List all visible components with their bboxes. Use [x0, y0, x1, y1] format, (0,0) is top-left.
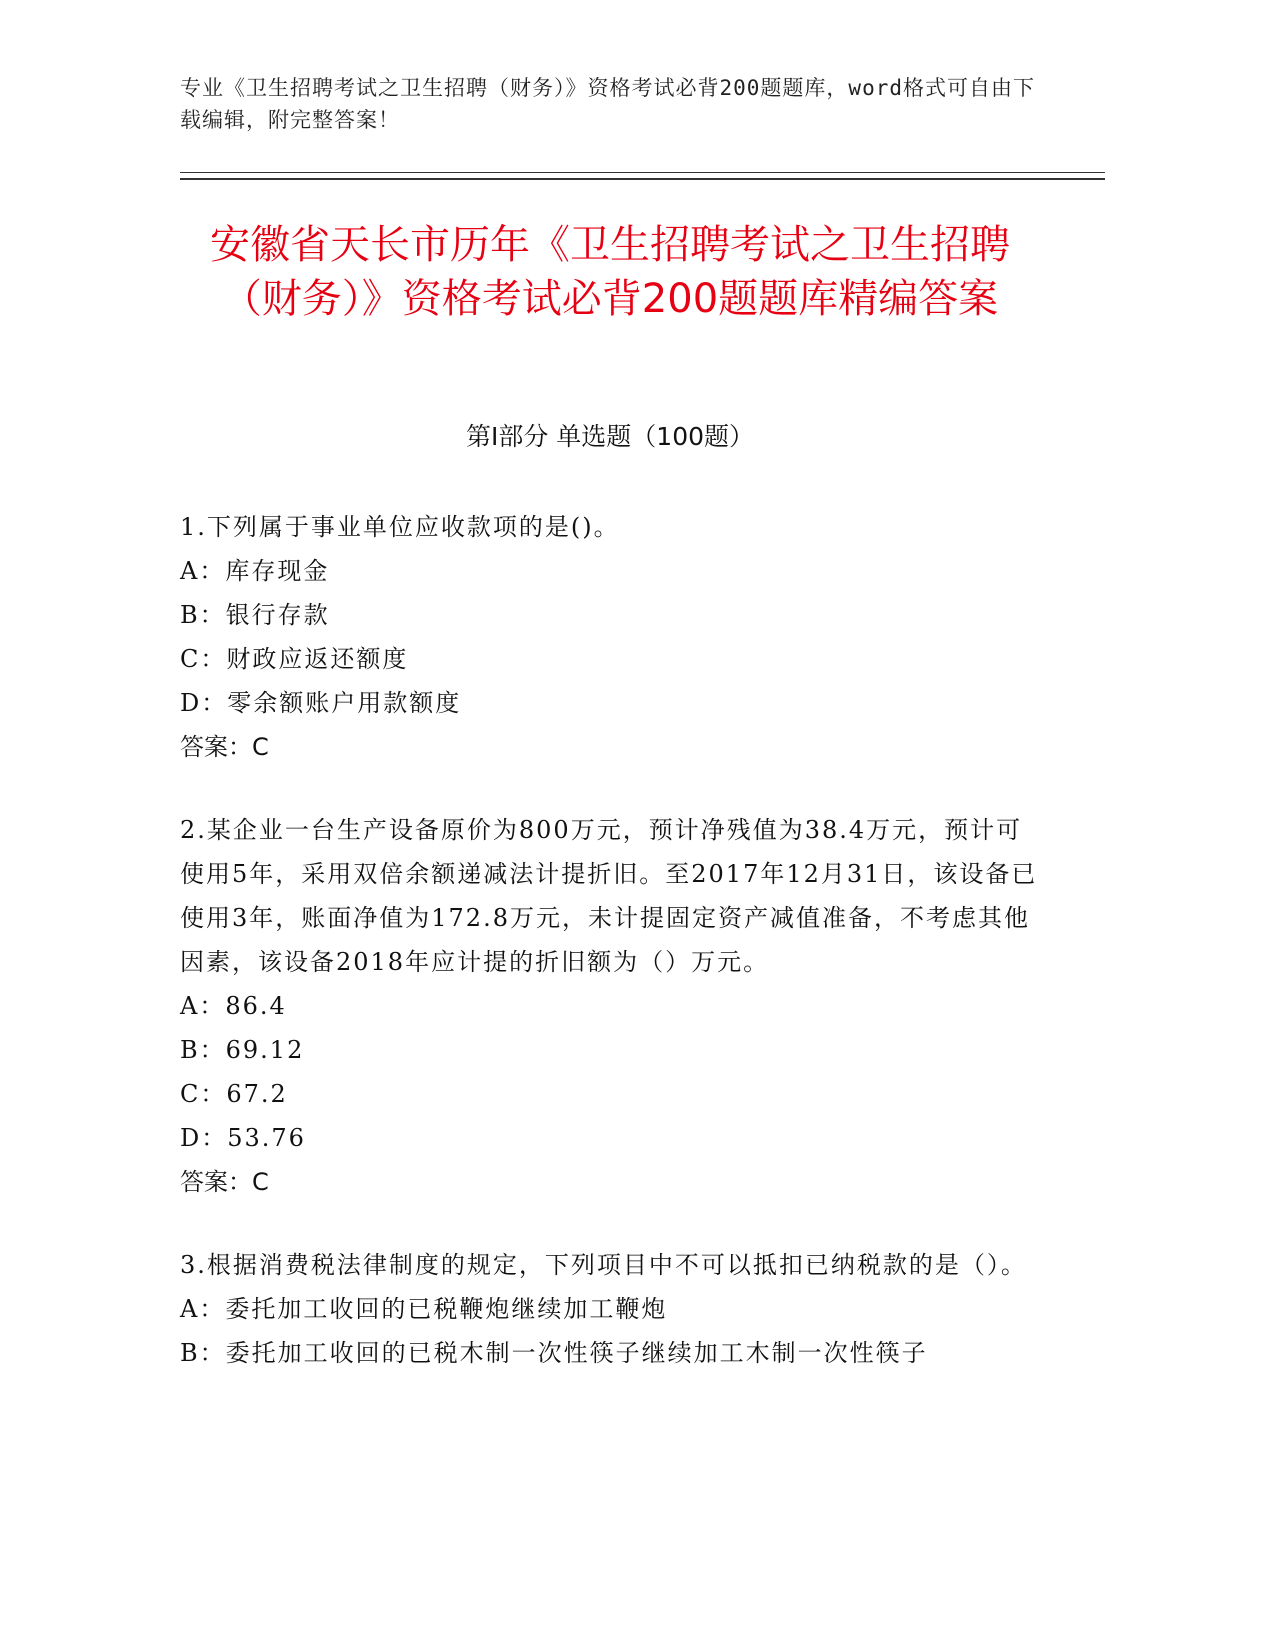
- option-c: C：财政应返还额度: [180, 645, 409, 673]
- section-heading: 第I部分 单选题（100题）: [465, 422, 755, 451]
- answer-line: 答案：C: [180, 733, 269, 761]
- question-stem: 2.某企业一台生产设备原价为800万元，预计净残值为38.4万元，预计可使用5年，采用双倍余额递减法计提折旧。至2017年12月31日，该设备已使用3年，账面净值为172.8万元，未计提固定资产减值准备，不考虑其他因素，该设备2018年应计提的折旧额为（）万元。: [180, 816, 1038, 976]
- question-stem: 3.根据消费税法律制度的规定，下列项目中不可以抵扣已纳税款的是（）。: [180, 1251, 1027, 1279]
- option-d: D：53.76: [180, 1124, 306, 1152]
- option-b: B：银行存款: [180, 601, 330, 629]
- header-divider-thin: [180, 172, 1105, 173]
- document-title: 安徽省天长市历年《卫生招聘考试之卫生招聘（财务）》资格考试必背200题题库精编答案: [210, 222, 1010, 322]
- question-stem: 1.下列属于事业单位应收款项的是()。: [180, 513, 620, 541]
- option-a: A：86.4: [180, 992, 287, 1020]
- question-1: [180, 505, 1040, 769]
- header-note: 专业《卫生招聘考试之卫生招聘（财务）》资格考试必背200题题库，word格式可自由下载编辑，附完整答案！: [180, 76, 1035, 132]
- option-b: B：69.12: [180, 1036, 305, 1064]
- option-c: C：67.2: [180, 1080, 288, 1108]
- option-a: A：库存现金: [180, 557, 330, 585]
- answer-line: 答案：C: [180, 1168, 269, 1196]
- question-3: [180, 1243, 1040, 1375]
- question-2: [180, 808, 1040, 1204]
- option-b: B：委托加工收回的已税木制一次性筷子继续加工木制一次性筷子: [180, 1339, 928, 1367]
- option-a: A：委托加工收回的已税鞭炮继续加工鞭炮: [180, 1295, 668, 1323]
- header-divider-thick: [180, 178, 1105, 180]
- option-d: D：零余额账户用款额度: [180, 689, 462, 717]
